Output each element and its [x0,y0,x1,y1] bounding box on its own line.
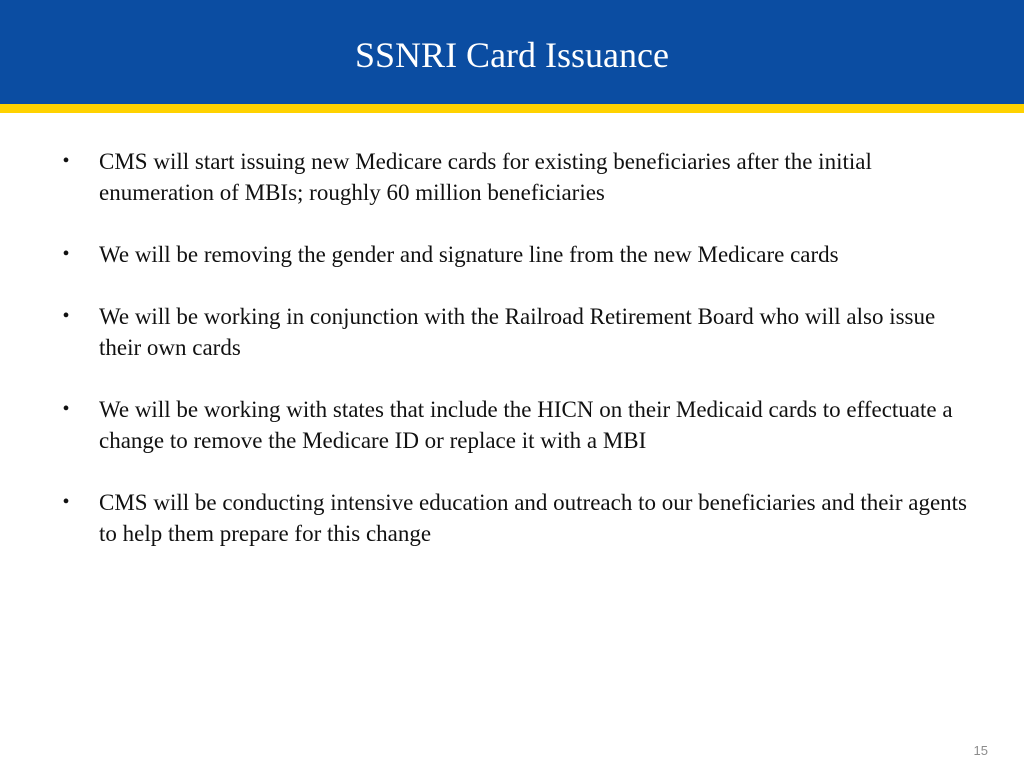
bullet-text: We will be removing the gender and signature line from the new Medicare cards [99,242,839,267]
bullet-text: We will be working in conjunction with the Railroad Retirement Board who will also issue their own cards [99,304,936,360]
bullet-item [0,146,1024,208]
slide-title: SSNRI Card Issuance [355,35,669,75]
bullet-list [0,146,1024,580]
bullet-marker: • [62,150,70,172]
page-number: 15 [973,743,988,758]
bullet-marker: • [62,305,70,327]
bullet-text: We will be working with states that include the HICN on their Medicaid cards to effectuate a change to remove the Medicare ID or replace it with a MBI [99,397,953,453]
bullet-marker: • [62,398,70,420]
accent-stripe [0,104,1024,113]
bullet-marker: • [62,491,70,513]
bullet-item [0,394,1024,456]
bullet-text: CMS will be conducting intensive education and outreach to our beneficiaries and their agents to help them prepare for this change [99,490,967,546]
bullet-item [0,301,1024,363]
bullet-item [0,487,1024,549]
bullet-marker: • [62,243,70,265]
bullet-item [0,239,1024,270]
bullet-text: CMS will start issuing new Medicare cards for existing beneficiaries after the initial enumeration of MBIs; roughly 60 million beneficiaries [99,149,872,205]
